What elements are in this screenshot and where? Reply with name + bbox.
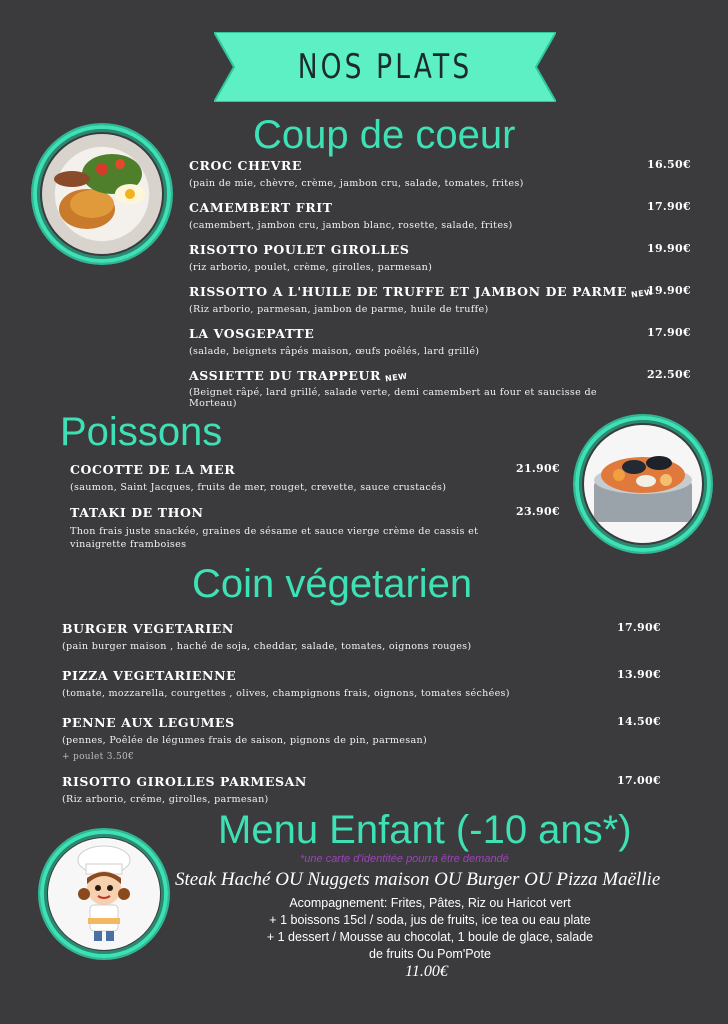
item-name: BURGER VEGETARIEN [62,621,234,636]
item-price: 21.90€ [516,462,560,475]
item-price: 16.50€ [647,158,691,171]
item-desc: (pennes, Poêlée de légumes frais de saison, pignons de pin, parmesan) [62,735,428,746]
menu-item [70,462,560,494]
new-badge: NEW [630,287,655,300]
item-name: TATAKI DE THON [70,505,204,520]
kids-line: Acompagnement: Frites, Pâtes, Riz ou Haricot vert [289,896,571,910]
item-price: 17.90€ [647,200,691,213]
item-extra: + poulet 3.50€ [62,751,135,762]
item-desc: (riz arborio, poulet, crème, girolles, parmesan) [189,262,433,273]
item-desc: (Beignet râpé, lard grillé, salade verte, demi camembert au four et saucisse de Morteau) [189,387,597,409]
section-title-menu-enfant: Menu Enfant (-10 ans*) [218,808,632,852]
kids-line: + 1 dessert / Mousse au chocolat, 1 boule de glace, salade [266,930,594,944]
menu-item [189,242,689,274]
item-price: 17.90€ [647,326,691,339]
item-name: COCOTTE DE LA MER [70,462,236,477]
menu-item [189,200,689,232]
item-desc: Thon frais juste snackée, graines de sésame et sauce vierge crème de cassis et vinaigrette framboises [70,526,479,550]
item-desc: (salade, beignets râpés maison, œufs poêlés, lard grillé) [189,346,480,357]
item-name: PENNE AUX LEGUMES [62,715,235,730]
seafood-photo [584,425,702,543]
item-price: 13.90€ [617,668,661,681]
item-desc: (pain de mie, chèvre, crème, jambon cru, salade, tomates, frites) [189,178,524,189]
section-title-poissons: Poissons [60,410,223,454]
title-banner [214,32,556,102]
kids-main-choices: Steak Haché OU Nuggets maison OU Burger OU Pizza Maëllie [175,869,661,890]
menu-item [62,621,662,653]
dish-photo [42,134,162,254]
item-price: 23.90€ [516,505,560,518]
item-name-text: RISSOTTO A L'HUILE DE TRUFFE ET JAMBON DE PARME [189,284,628,299]
menu-item [189,326,689,358]
menu-item [62,668,662,700]
item-desc: (camembert, jambon cru, jambon blanc, rosette, salade, frites) [189,220,513,231]
item-price: 22.50€ [647,368,691,381]
item-name: RISOTTO POULET GIROLLES [189,242,410,257]
item-desc: (Riz arborio, créme, girolles, parmesan) [62,794,269,805]
menu-item [70,505,560,551]
item-desc: (saumon, Saint Jacques, fruits de mer, rouget, crevette, sauce crustacés) [70,482,447,493]
item-name: CROC CHEVRE [189,158,303,173]
item-desc: (pain burger maison , haché de soja, cheddar, salade, tomates, oignons rouges) [62,641,472,652]
kids-line: + 1 boissons 15cl / soda, jus de fruits, ice tea ou eau plate [269,913,591,927]
item-name [189,368,639,383]
kids-menu-price: 11.00€ [405,963,448,980]
item-name: CAMEMBERT FRIT [189,200,333,215]
menu-item [62,715,662,762]
item-price: 14.50€ [617,715,661,728]
item-price: 19.90€ [647,242,691,255]
menu-item [62,774,662,806]
menu-item [189,368,691,409]
kids-line: de fruits Ou Pom'Pote [369,947,491,961]
item-name [189,284,689,299]
kids-id-note: *une carte d'identitée pourra être demandé [300,853,509,865]
kids-chef-illustration [48,838,160,950]
item-desc: (tomate, mozzarella, courgettes , olives, champignons frais, oignons, tomates séchées) [62,688,510,699]
item-name: LA VOSGEPATTE [189,326,315,341]
new-badge: NEW [384,371,409,384]
section-title-coup-de-coeur: Coup de coeur [253,113,516,157]
item-name: PIZZA VEGETARIENNE [62,668,237,683]
item-price: 19.90€ [647,284,691,297]
section-title-vegetarien: Coin végetarien [192,562,473,606]
item-price: 17.90€ [617,621,661,634]
banner-title: NOS PLATS [297,47,473,87]
item-price: 17.00€ [617,774,661,787]
item-name: RISOTTO GIROLLES PARMESAN [62,774,307,789]
kids-details [245,895,615,963]
menu-item [189,284,689,316]
item-desc: (Riz arborio, parmesan, jambon de parme, huile de truffe) [189,304,489,315]
menu-item [189,158,689,190]
item-name-text: ASSIETTE DU TRAPPEUR [189,368,381,383]
